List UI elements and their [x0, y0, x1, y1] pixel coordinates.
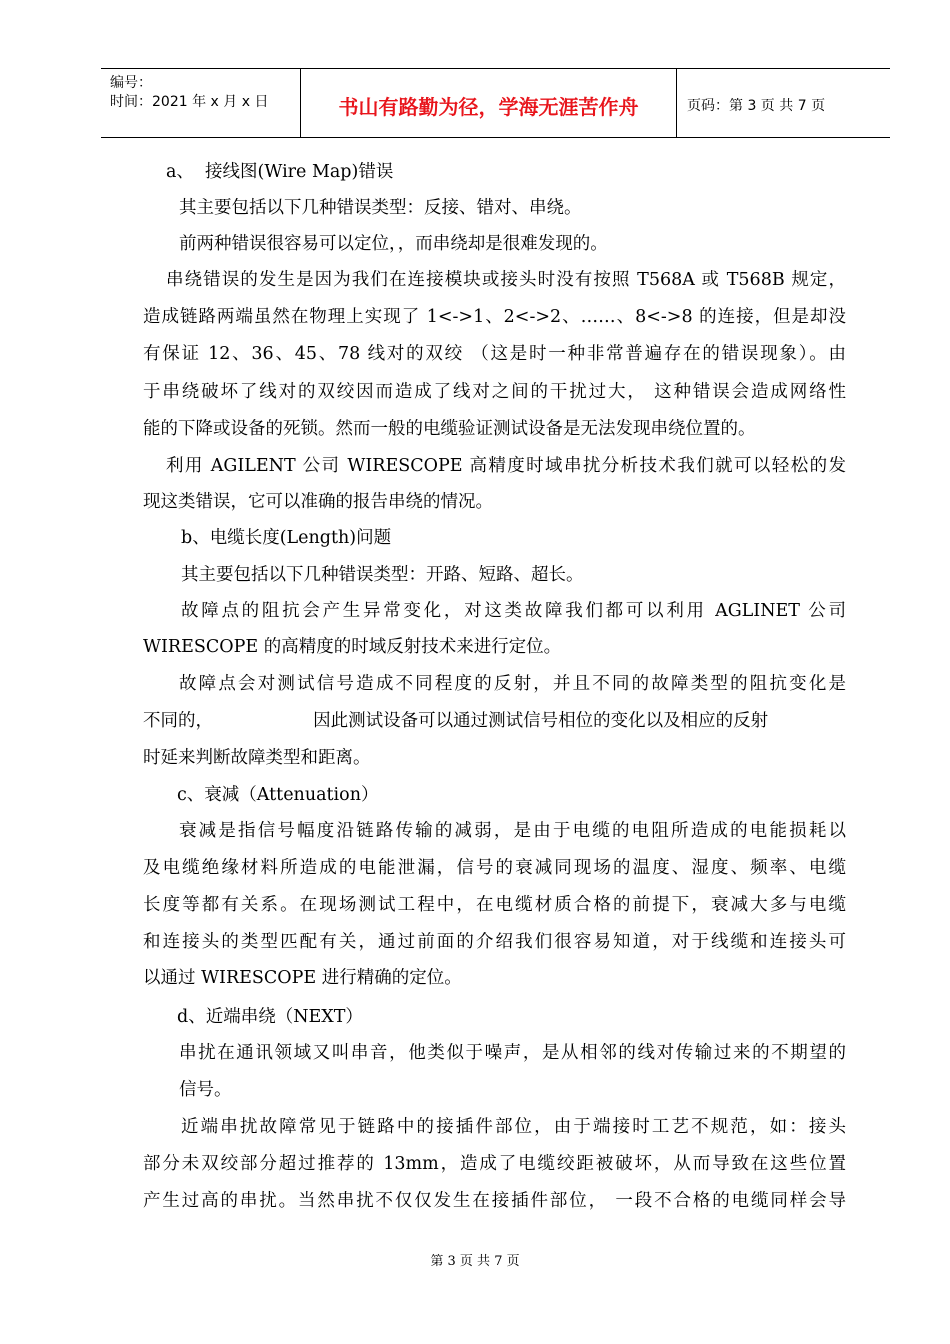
doc-time-label: 时间：2021 年 x 月 x 日	[110, 94, 269, 110]
paragraph-line: WIRESCOPE 的高精度的时域反射技术来进行定位。	[143, 637, 562, 657]
paragraph-line: 于串绕破坏了线对的双绞因而造成了线对之间的干扰过大， 这种错误会造成网络性	[143, 382, 846, 402]
page-header	[101, 68, 890, 138]
header-motto: 书山有路勤为径，学海无涯苦作舟	[338, 95, 639, 119]
paragraph-line: 现这类错误，它可以准确的报告串绕的情况。	[143, 492, 493, 512]
paragraph-line: 有保证 12、36、45、78 线对的双绞 （这是时一种非常普遍存在的错误现象）。由	[143, 344, 846, 364]
header-meta-cell	[101, 69, 301, 137]
paragraph-line: 故障点会对测试信号造成不同程度的反射，并且不同的故障类型的阻抗变化是	[179, 674, 846, 694]
paragraph-line: 串扰在通讯领域又叫串音，他类似于噪声，是从相邻的线对传输过来的不期望的	[179, 1043, 846, 1063]
paragraph-line: 长度等都有关系。在现场测试工程中，在电缆材质合格的前提下，衰减大多与电缆	[143, 895, 846, 915]
header-page-info: 页码：第 3 页 共 7 页	[687, 98, 826, 114]
paragraph-line: 以通过 WIRESCOPE 进行精确的定位。	[143, 968, 462, 988]
heading-wire-map: a、 接线图(Wire Map)错误	[166, 162, 394, 182]
paragraph-line: 及电缆绝缘材料所造成的电能泄漏，信号的衰减同现场的温度、湿度、频率、电缆	[143, 858, 846, 878]
paragraph-line: 信号。	[179, 1080, 232, 1100]
paragraph-line: 前两种错误很容易可以定位，，而串绕却是很难发现的。	[179, 234, 608, 254]
paragraph-line: 部分未双绞部分超过推荐的 13mm，造成了电缆绞距被破坏，从而导致在这些位置	[143, 1154, 846, 1174]
paragraph-line: 近端串扰故障常见于链路中的接插件部位，由于端接时工艺不规范，如：接头	[181, 1117, 846, 1137]
paragraph-line: 时延来判断故障类型和距离。	[143, 748, 371, 768]
paragraph-line: 和连接头的类型匹配有关，通过前面的介绍我们很容易知道，对于线缆和连接头可	[143, 932, 846, 952]
heading-attenuation: c、衰减（Attenuation）	[177, 785, 379, 805]
paragraph-line: 衰减是指信号幅度沿链路传输的减弱，是由于电缆的电阻所造成的电能损耗以	[179, 821, 846, 841]
header-motto-cell	[301, 69, 677, 137]
paragraph-line: 产生过高的串扰。当然串扰不仅仅发生在接插件部位， 一段不合格的电缆同样会导	[143, 1191, 846, 1211]
header-page-cell	[677, 69, 890, 137]
heading-next: d、近端串绕（NEXT）	[177, 1007, 363, 1027]
paragraph-line: 造成链路两端虽然在物理上实现了 1<->1、2<->2、……、8<->8 的连接，但是却没	[143, 307, 846, 327]
paragraph-line: 不同的， 因此测试设备可以通过测试信号相位的变化以及相应的反射	[143, 711, 769, 731]
paragraph-line: 其主要包括以下几种错误类型：开路、短路、超长。	[181, 565, 584, 585]
doc-number-label: 编号：	[110, 75, 152, 91]
heading-length: b、电缆长度(Length)问题	[181, 528, 392, 548]
paragraph-line: 故障点的阻抗会产生异常变化，对这类故障我们都可以利用 AGLINET 公司	[181, 601, 846, 621]
paragraph-line: 利用 AGILENT 公司 WIRESCOPE 高精度时域串扰分析技术我们就可以轻松的发	[166, 456, 846, 476]
paragraph-line: 串绕错误的发生是因为我们在连接模块或接头时没有按照 T568A 或 T568B 规定，	[166, 270, 846, 290]
page-footer: 第 3 页 共 7 页	[430, 1254, 520, 1269]
paragraph-line: 其主要包括以下几种错误类型：反接、错对、串绕。	[179, 198, 582, 218]
paragraph-line: 能的下降或设备的死锁。然而一般的电缆验证测试设备是无法发现串绕位置的。	[143, 419, 756, 439]
